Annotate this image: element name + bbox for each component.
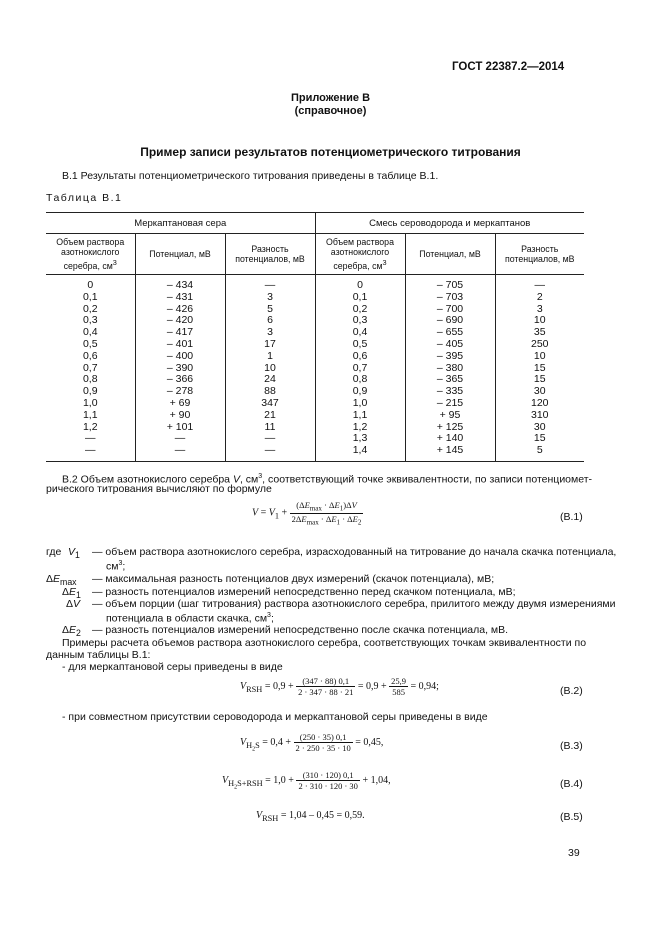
where-word: где	[46, 546, 62, 558]
table-cell: 1,1	[315, 410, 405, 422]
table-cell: 3	[225, 327, 315, 339]
table-cell: —	[135, 445, 225, 457]
table-cell: 1,3	[315, 433, 405, 445]
table-cell: 0,5	[46, 339, 135, 351]
col-header-volume-1: Объем раствора азотнокислого серебра, $см^3$	[46, 234, 135, 275]
table-cell: 0,4	[315, 327, 405, 339]
table-cell: 0,3	[46, 315, 135, 327]
table-cell: + 101	[135, 422, 225, 434]
table-cell: 0,1	[315, 292, 405, 304]
table-cell: 3	[225, 292, 315, 304]
table-cell: 0,6	[315, 351, 405, 363]
table-cell: – 431	[135, 292, 225, 304]
table-cell: 0	[315, 280, 405, 292]
table-cell: —	[135, 433, 225, 445]
table-row	[46, 445, 584, 457]
table-cell: + 69	[135, 398, 225, 410]
table-cell: – 401	[135, 339, 225, 351]
table-cell: + 125	[405, 422, 495, 434]
table-cell: 0,9	[46, 386, 135, 398]
table-cell: – 380	[405, 363, 495, 375]
table-cell: 10	[225, 363, 315, 375]
table-cell: 0,2	[46, 304, 135, 316]
table-cell: 10	[533, 314, 546, 327]
case1-text: - для меркаптановой серы приведены в виде	[62, 661, 283, 673]
table-cell: 5	[536, 444, 543, 457]
table-cell: —	[46, 445, 135, 457]
table-cell: – 434	[135, 280, 225, 292]
standard-number: ГОСТ 22387.2—2014	[452, 61, 565, 73]
table-cell: 0,4	[46, 327, 135, 339]
def-e1-symbol: $\Delta E_1$	[62, 586, 81, 601]
table-cell: 17	[225, 339, 315, 351]
table-cell: + 145	[405, 445, 495, 457]
table-cell: 6	[225, 315, 315, 327]
table-cell: 15	[533, 373, 546, 386]
table-cell: 30	[533, 420, 546, 433]
table-cell: 0,1	[46, 292, 135, 304]
table-row	[46, 422, 584, 434]
table-cell: – 690	[405, 315, 495, 327]
table-cell: – 335	[405, 386, 495, 398]
table-row	[46, 292, 584, 304]
table-cell: 0,3	[315, 315, 405, 327]
table-cell: – 420	[135, 315, 225, 327]
col-header-potential-2: Потенциал, мВ	[405, 234, 495, 275]
table-cell: 0,6	[46, 351, 135, 363]
table-row	[46, 327, 584, 339]
appendix-title: Приложение В	[290, 92, 371, 104]
equation-label-b1: (В.1)	[560, 511, 583, 523]
table-cell: 120	[530, 396, 549, 409]
equation-label-b2: (В.2)	[560, 685, 583, 697]
def-dv-text: — объем порции (шаг титрования) раствора азотнокислого серебра, прилитого между двумя измерениями	[92, 598, 616, 610]
table-row	[46, 398, 584, 410]
table-cell: 88	[225, 386, 315, 398]
table-row	[46, 410, 584, 422]
table-cell: 0,7	[315, 363, 405, 375]
def-v1-text2: $см^3$;	[106, 560, 126, 573]
def-emax-text: — максимальная разность потенциалов двух измерений (скачок потенциала), мВ;	[92, 573, 495, 585]
table-cell: – 703	[405, 292, 495, 304]
table-cell: 10	[533, 349, 546, 362]
table-row	[46, 339, 584, 351]
table-cell: 250	[530, 337, 549, 350]
table-cell: – 700	[405, 304, 495, 316]
table-cell: —	[534, 279, 545, 291]
formula-b2: $V_{RSH} = 0,9$ + $\frac{(347 \cdot 88) 0,1}{2 \cdot 347 \cdot 88 \cdot 21}$ = 0,9 + $\frac{25,9}{585}$ = 0,94;	[240, 676, 439, 697]
appendix-subtitle: (справочное)	[294, 105, 367, 117]
col-header-volume-2: Объем раствора азотнокислого серебра, $см^3$	[315, 234, 405, 275]
paragraph-b2-line1: В.2 Объем азотнокислого серебра V, $см^3$, соответствующий точке эквивалентности, по записи потенциомет-	[62, 473, 593, 486]
table-cell: —	[225, 433, 315, 445]
col-header-difference-1: Разность потенциалов, мВ	[225, 234, 315, 275]
def-dv-symbol: ΔV	[66, 598, 81, 610]
table-cell: 21	[225, 410, 315, 422]
table-cell: 15	[533, 432, 546, 445]
table-cell: 1,0	[315, 398, 405, 410]
table-cell: – 366	[135, 374, 225, 386]
table-row	[46, 386, 584, 398]
table-cell: – 705	[405, 280, 495, 292]
table-cell: 310	[530, 408, 549, 421]
def-v1-text: — объем раствора азотнокислого серебра, израсходованный на титрование до начала скачка потенциала,	[92, 546, 617, 558]
formula-b4: $V_{H_2S+RSH} = 1,0$ + $\frac{(310 \cdot 120) 0,1}{2 \cdot 310 \cdot 120 \cdot 30}$ + 1,04,	[222, 770, 391, 791]
table-row	[46, 374, 584, 386]
formula-b3: $V_{H_2S} = 0,4$ + $\frac{(250 \cdot 35) 0,1}{2 \cdot 250 \cdot 35 \cdot 10}$ = 0,45,	[240, 732, 384, 753]
equation-label-b5: (В.5)	[560, 811, 583, 823]
paragraph-b2-line2: рического титрования вычисляют по формуле	[46, 483, 272, 495]
table-cell: – 426	[135, 304, 225, 316]
table-row	[46, 363, 584, 375]
table-caption: Таблица В.1	[46, 192, 123, 204]
table-cell: – 395	[405, 351, 495, 363]
table-cell: – 365	[405, 374, 495, 386]
group-header-mercaptan: Меркаптановая сера	[46, 213, 315, 234]
table-cell: 0,5	[315, 339, 405, 351]
table-cell: —	[225, 445, 315, 457]
section-title: Пример записи результатов потенциометрического титрования	[140, 145, 521, 159]
table-cell: 2	[536, 290, 543, 303]
page-number: 39	[568, 847, 580, 859]
table-row	[46, 304, 584, 316]
equation-label-b4: (В.4)	[560, 778, 583, 790]
formula-b5: $V_{RSH} = 1,04 - 0,45 = 0,59$.	[256, 810, 365, 823]
table-row	[46, 433, 584, 445]
examples-line2: данным таблицы В.1:	[46, 649, 151, 661]
examples-line1: Примеры расчета объемов раствора азотнокислого серебра, соответствующих точкам эквивалентности по	[62, 637, 587, 649]
table-cell: 1,2	[46, 422, 135, 434]
formula-b1: $V = V_1$ + $\frac{(\Delta E_{max} \cdot \Delta E_1)\Delta V}{2\Delta E_{max} \cdot \Delta E_1 \cdot \Delta E_2}$	[252, 500, 362, 527]
table-row	[46, 351, 584, 363]
table-cell: 1,1	[46, 410, 135, 422]
def-dv-text2: потенциала в области скачка, $см^3$;	[106, 612, 274, 625]
table-cell: – 655	[405, 327, 495, 339]
def-e2-symbol: $\Delta E_2$	[62, 624, 81, 639]
table-cell: 1,0	[46, 398, 135, 410]
table-cell: + 90	[135, 410, 225, 422]
table-cell: – 405	[405, 339, 495, 351]
table-cell: – 400	[135, 351, 225, 363]
table-cell: 11	[225, 422, 315, 434]
table-cell: 1,4	[315, 445, 405, 457]
table-cell: + 140	[405, 433, 495, 445]
table-cell: 30	[533, 385, 546, 398]
table-cell: – 390	[135, 363, 225, 375]
table-cell: 0,7	[46, 363, 135, 375]
paragraph-b1: В.1 Результаты потенциометрического титрования приведены в таблице В.1.	[62, 170, 439, 182]
table-row	[46, 280, 584, 292]
titration-table	[46, 212, 584, 462]
table-cell: 347	[225, 398, 315, 410]
table-cell: 0,8	[46, 374, 135, 386]
table-cell: —	[46, 433, 135, 445]
table-cell: 0,9	[315, 386, 405, 398]
group-header-mixture: Смесь сероводорода и меркаптанов	[315, 213, 584, 234]
table-cell: 3	[536, 302, 543, 315]
equation-label-b3: (В.3)	[560, 740, 583, 752]
def-v1-symbol: $V_1$	[68, 546, 80, 561]
table-cell: – 417	[135, 327, 225, 339]
col-header-potential-1: Потенциал, мВ	[135, 234, 225, 275]
table-cell: 0,2	[315, 304, 405, 316]
table-cell: 15	[533, 361, 546, 374]
table-row	[46, 315, 584, 327]
def-e1-text: — разность потенциалов измерений непосредственно перед скачком потенциала, мВ;	[92, 586, 516, 598]
table-cell: 35	[533, 326, 546, 339]
table-cell: 0	[46, 280, 135, 292]
table-cell: 24	[225, 374, 315, 386]
table-cell: —	[225, 280, 315, 292]
table-cell: – 215	[405, 398, 495, 410]
def-emax-symbol: $\Delta E_{max}$	[46, 573, 77, 588]
table-cell: 1,2	[315, 422, 405, 434]
table-cell: + 95	[405, 410, 495, 422]
table-cell: 1	[225, 351, 315, 363]
col-header-difference-2: Разность потенциалов, мВ	[495, 234, 584, 275]
table-cell: 0,8	[315, 374, 405, 386]
case2-text: - при совместном присутствии сероводорода и меркаптановой серы приведены в виде	[62, 711, 488, 723]
def-e2-text: — разность потенциалов измерений непосредственно после скачка потенциала, мВ.	[92, 624, 509, 636]
table-cell: 5	[225, 304, 315, 316]
table-cell: – 278	[135, 386, 225, 398]
